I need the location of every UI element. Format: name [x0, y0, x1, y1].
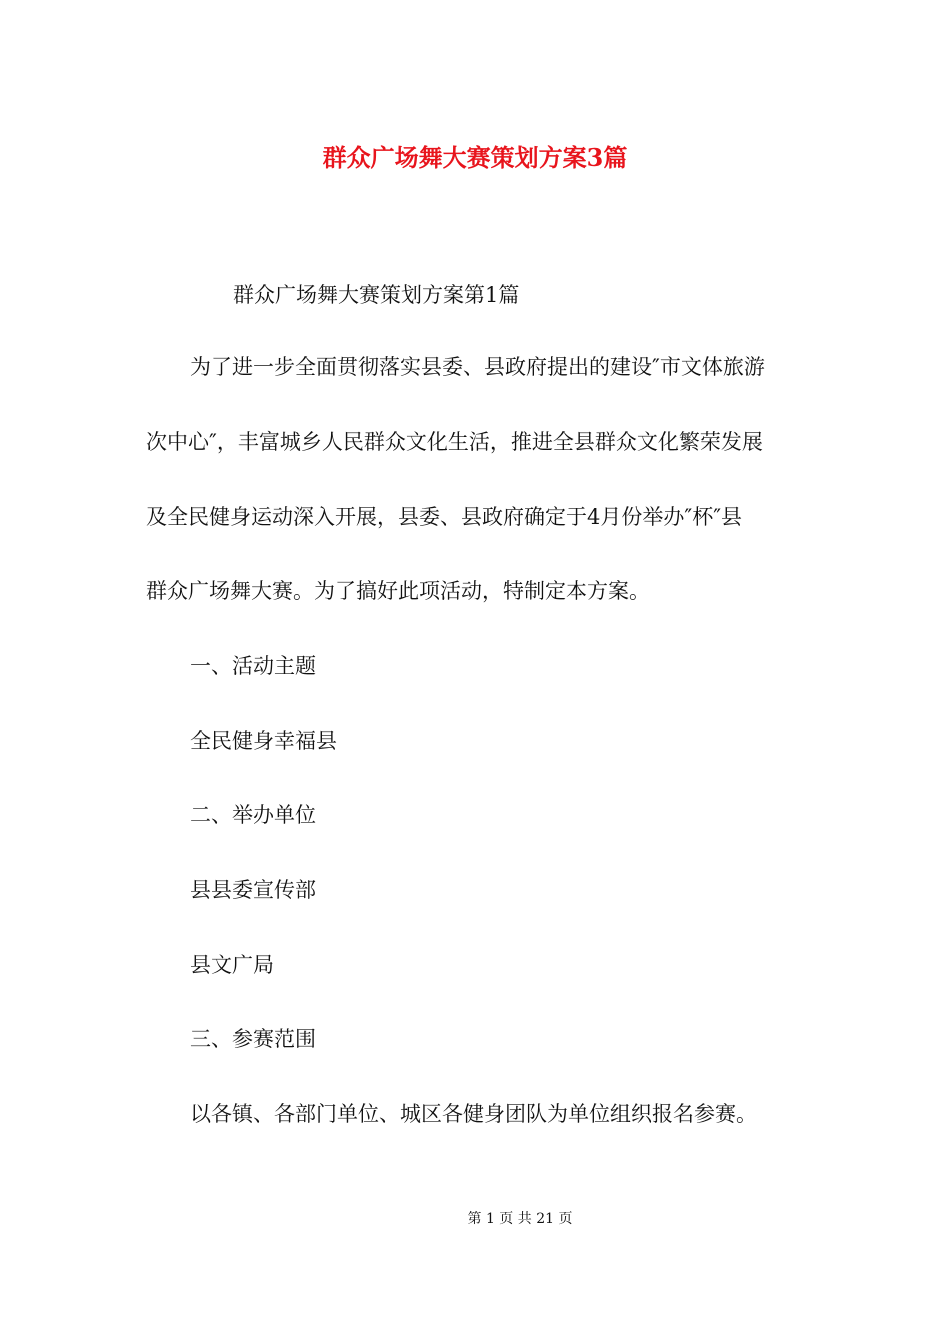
paragraph-line: 及全民健身运动深入开展，县委、县政府确定于4月份举办″杯″县	[146, 505, 743, 529]
section-body: 以各镇、各部门单位、城区各健身团队为单位组织报名参赛。	[190, 1102, 757, 1126]
section-subtitle: 群众广场舞大赛策划方案第1篇	[233, 283, 520, 307]
section-body: 全民健身幸福县	[190, 729, 337, 753]
paragraph-line: 为了进一步全面贯彻落实县委、县政府提出的建设″市文体旅游	[190, 355, 765, 379]
paragraph-line: 次中心″，丰富城乡人民群众文化生活，推进全县群众文化繁荣发展	[146, 430, 763, 454]
section-body: 县文广局	[190, 953, 274, 977]
paragraph-line: 群众广场舞大赛。为了搞好此项活动，特制定本方案。	[146, 579, 650, 603]
page-number: 第 1 页 共 21 页	[467, 1211, 573, 1227]
section-heading: 一、活动主题	[190, 654, 316, 678]
section-heading: 三、参赛范围	[190, 1027, 316, 1051]
document-title: 群众广场舞大赛策划方案3篇	[322, 143, 628, 172]
section-body: 县县委宣传部	[190, 878, 316, 902]
section-heading: 二、举办单位	[190, 803, 316, 827]
